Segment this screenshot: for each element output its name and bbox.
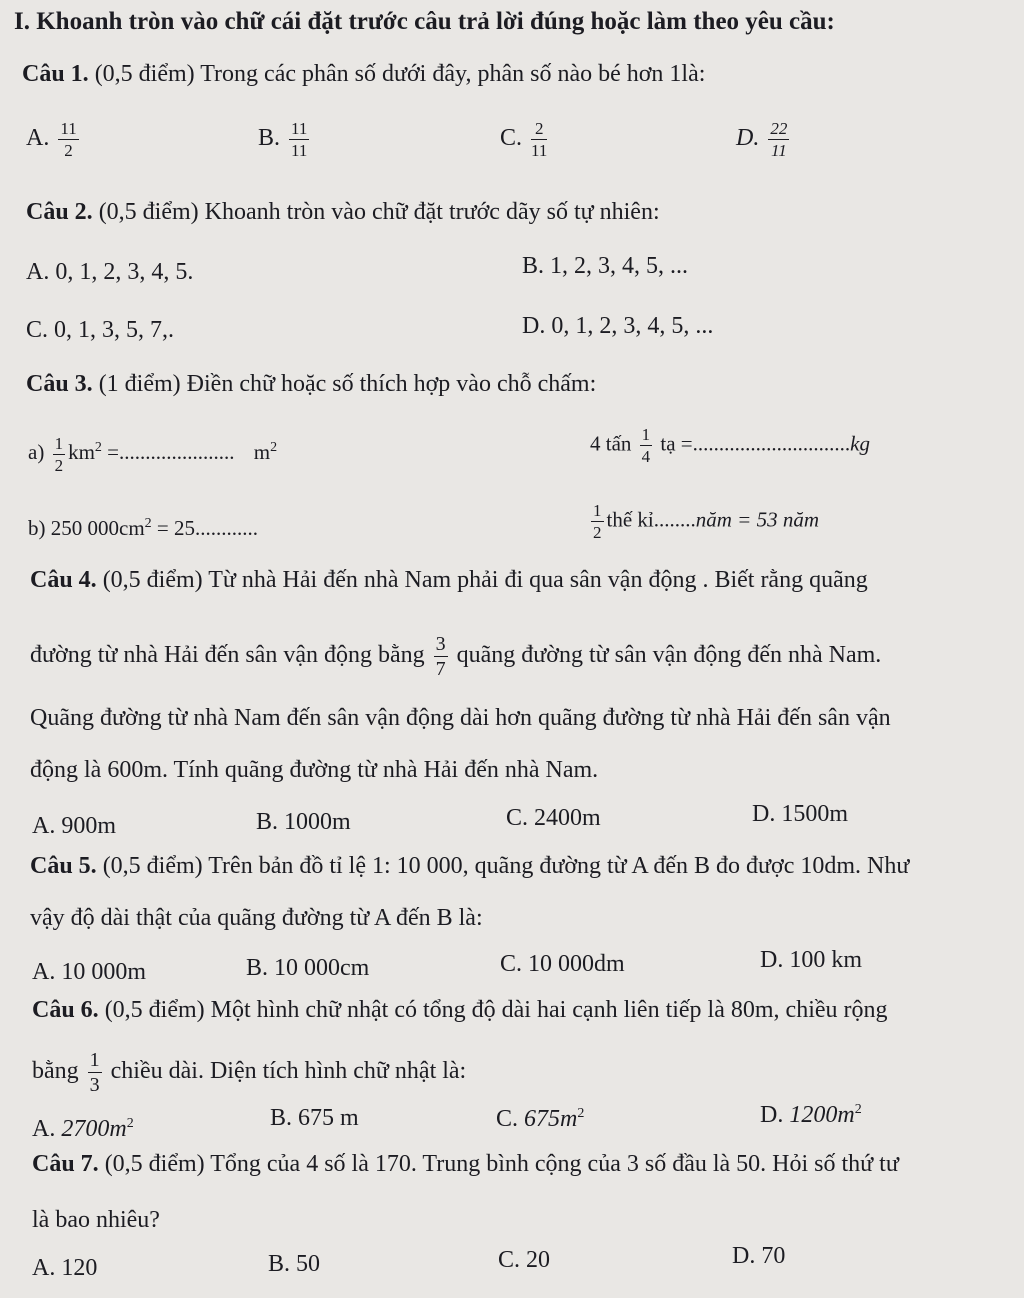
q3-b-item-1 bbox=[28, 510, 258, 542]
exponent: 2 bbox=[577, 1106, 585, 1121]
option-letter: D. bbox=[760, 1102, 784, 1128]
q3-a-item-2 bbox=[590, 426, 870, 465]
item-text: 250 000cm bbox=[50, 516, 145, 540]
question-text: bằng bbox=[32, 1058, 79, 1085]
numerator: 22 bbox=[770, 119, 788, 138]
denominator: 11 bbox=[770, 141, 787, 160]
option-letter: C. bbox=[500, 125, 523, 152]
exponent: 2 bbox=[144, 516, 152, 531]
question-text: (0,5 điểm) Trong các phân số dưới đây, phân số nào bé hơn 1là: bbox=[94, 61, 706, 87]
question-text: (0,5 điểm) Tổng của 4 số là 170. Trung bình cộng của 3 số đầu là 50. Hỏi số thứ tư bbox=[104, 1151, 899, 1177]
q4-option-a[interactable]: A. 900m bbox=[32, 813, 116, 839]
denominator: 11 bbox=[531, 141, 548, 160]
q4-option-b[interactable]: B. 1000m bbox=[256, 809, 351, 835]
option-value: 675 m bbox=[298, 1105, 359, 1131]
denominator: 11 bbox=[291, 141, 308, 160]
option-letter: D. bbox=[736, 125, 760, 152]
question-label: Câu 4. bbox=[30, 567, 97, 593]
question-6-line-2 bbox=[32, 1050, 466, 1095]
fraction bbox=[640, 426, 653, 465]
question-label: Câu 2. bbox=[26, 199, 93, 225]
unit-text: km bbox=[68, 440, 95, 464]
fraction bbox=[289, 120, 309, 159]
question-text: quãng đường từ sân vận động đến nhà Nam. bbox=[456, 642, 882, 669]
q6-option-a[interactable] bbox=[32, 1110, 134, 1143]
q2-option-b[interactable]: B. 1, 2, 3, 4, 5, ... bbox=[522, 253, 689, 279]
equals: = bbox=[101, 440, 120, 464]
denominator: 3 bbox=[89, 1074, 100, 1096]
question-label: Câu 1. bbox=[22, 61, 89, 87]
q2-option-c[interactable]: C. 0, 1, 3, 5, 7,. bbox=[26, 317, 175, 343]
option-value: 1200m bbox=[789, 1102, 855, 1128]
q6-option-c[interactable] bbox=[496, 1100, 584, 1133]
q4-option-c[interactable]: C. 2400m bbox=[506, 805, 601, 831]
item-text: tạ = bbox=[660, 431, 693, 456]
item-prefix: b) bbox=[28, 516, 46, 540]
fraction bbox=[53, 435, 66, 474]
item-text: năm = 53 năm bbox=[695, 507, 820, 532]
q6-option-d[interactable] bbox=[760, 1096, 862, 1129]
question-text: (0,5 điểm) Từ nhà Hải đến nhà Nam phải đi qua sân vận động . Biết rằng quãng bbox=[102, 567, 868, 593]
q2-option-d[interactable]: D. 0, 1, 2, 3, 4, 5, ... bbox=[522, 313, 714, 339]
denominator: 7 bbox=[435, 658, 446, 680]
option-letter: B. bbox=[258, 125, 281, 152]
q1-option-a[interactable] bbox=[26, 120, 82, 159]
question-3 bbox=[26, 370, 596, 398]
numerator: 11 bbox=[60, 119, 77, 138]
option-value: 2700m bbox=[61, 1116, 127, 1142]
question-7-line-2: là bao nhiêu? bbox=[32, 1207, 160, 1233]
question-label: Câu 5. bbox=[30, 853, 97, 879]
denominator: 2 bbox=[54, 455, 64, 475]
question-4-line-3: Quãng đường từ nhà Nam đến sân vận động dài hơn quãng đường từ nhà Hải đến sân vận bbox=[30, 705, 891, 731]
question-2 bbox=[26, 198, 660, 226]
denominator: 4 bbox=[641, 447, 651, 466]
question-text: đường từ nhà Hải đến sân vận động bằng bbox=[30, 642, 425, 669]
q5-option-d[interactable]: D. 100 km bbox=[760, 947, 862, 973]
q1-option-c[interactable] bbox=[500, 120, 550, 159]
question-text: (0,5 điểm) Khoanh tròn vào chữ đặt trước dãy số tự nhiên: bbox=[98, 199, 660, 225]
numerator: 1 bbox=[593, 501, 602, 520]
numerator: 1 bbox=[54, 433, 64, 453]
question-6 bbox=[32, 996, 888, 1024]
item-text: thế kỉ bbox=[606, 507, 654, 532]
exponent: 2 bbox=[854, 1102, 862, 1117]
option-letter: A. bbox=[32, 1116, 56, 1142]
exponent: 2 bbox=[126, 1116, 134, 1131]
question-text: (0,5 điểm) Một hình chữ nhật có tổng độ dài hai cạnh liên tiếp là 80m, chiều rộng bbox=[104, 997, 888, 1023]
fraction bbox=[88, 1050, 102, 1095]
section-title: I. Khoanh tròn vào chữ cái đặt trước câu trả lời đúng hoặc làm theo yêu cầu: bbox=[14, 8, 835, 35]
q5-option-c[interactable]: C. 10 000dm bbox=[500, 951, 625, 977]
q7-option-a[interactable]: A. 120 bbox=[32, 1255, 98, 1281]
option-letter: C. bbox=[496, 1106, 519, 1132]
question-label: Câu 3. bbox=[26, 371, 93, 397]
question-1 bbox=[22, 60, 705, 88]
q7-option-c[interactable]: C. 20 bbox=[498, 1247, 551, 1273]
answer-blank[interactable]: .............................. bbox=[692, 431, 851, 456]
question-4-line-2 bbox=[30, 634, 881, 679]
q5-option-b[interactable]: B. 10 000cm bbox=[246, 955, 370, 981]
question-7 bbox=[32, 1150, 899, 1178]
q2-option-a[interactable]: A. 0, 1, 2, 3, 4, 5. bbox=[26, 259, 194, 285]
numerator: 2 bbox=[531, 120, 547, 140]
q3-a-item-1 bbox=[28, 434, 277, 474]
q5-option-a[interactable]: A. 10 000m bbox=[32, 959, 146, 985]
question-4-line-4: động là 600m. Tính quãng đường từ nhà Hải đến nhà Nam. bbox=[30, 757, 599, 783]
answer-blank[interactable]: ............ bbox=[195, 516, 258, 540]
question-5 bbox=[30, 852, 909, 880]
q7-option-b[interactable]: B. 50 bbox=[268, 1251, 321, 1277]
fraction bbox=[434, 634, 448, 679]
q4-option-d[interactable]: D. 1500m bbox=[752, 801, 848, 827]
question-5-line-2: vậy độ dài thật của quãng đường từ A đến B là: bbox=[30, 905, 483, 931]
question-label: Câu 7. bbox=[32, 1151, 99, 1177]
question-text: chiều dài. Diện tích hình chữ nhật là: bbox=[110, 1058, 467, 1085]
q3-b-item-2 bbox=[588, 502, 819, 541]
numerator: 11 bbox=[291, 119, 308, 138]
denominator: 2 bbox=[593, 523, 602, 542]
q1-option-d[interactable] bbox=[736, 120, 792, 159]
unit-text: m bbox=[253, 440, 271, 464]
item-prefix: a) bbox=[28, 440, 45, 464]
q1-option-b[interactable] bbox=[258, 120, 312, 159]
q6-option-b[interactable] bbox=[270, 1104, 359, 1132]
numerator: 3 bbox=[435, 633, 446, 655]
question-text: (1 điểm) Điền chữ hoặc số thích hợp vào chỗ chấm: bbox=[98, 371, 597, 397]
fraction bbox=[768, 120, 789, 159]
unit-text: kg bbox=[850, 431, 870, 456]
answer-blank[interactable]: ........ bbox=[653, 507, 696, 532]
exponent: 2 bbox=[270, 440, 278, 455]
item-text: = 25 bbox=[151, 516, 195, 540]
question-label: Câu 6. bbox=[32, 997, 99, 1023]
fraction bbox=[591, 502, 604, 541]
item-text: 4 tấn bbox=[590, 431, 632, 456]
numerator: 1 bbox=[89, 1049, 100, 1071]
option-letter: B. bbox=[270, 1105, 293, 1131]
exponent: 2 bbox=[94, 440, 102, 455]
answer-blank[interactable]: ...................... bbox=[119, 440, 235, 464]
numerator: 1 bbox=[641, 425, 651, 444]
question-text: (0,5 điểm) Trên bản đồ tỉ lệ 1: 10 000, quãng đường từ A đến B đo được 10dm. Như bbox=[102, 853, 910, 879]
option-value: 675m bbox=[524, 1106, 578, 1132]
option-letter: A. bbox=[26, 125, 50, 152]
q7-option-d[interactable]: D. 70 bbox=[732, 1243, 786, 1269]
fraction bbox=[531, 120, 547, 159]
denominator: 2 bbox=[64, 141, 73, 160]
question-4 bbox=[30, 566, 868, 594]
fraction bbox=[58, 120, 78, 159]
